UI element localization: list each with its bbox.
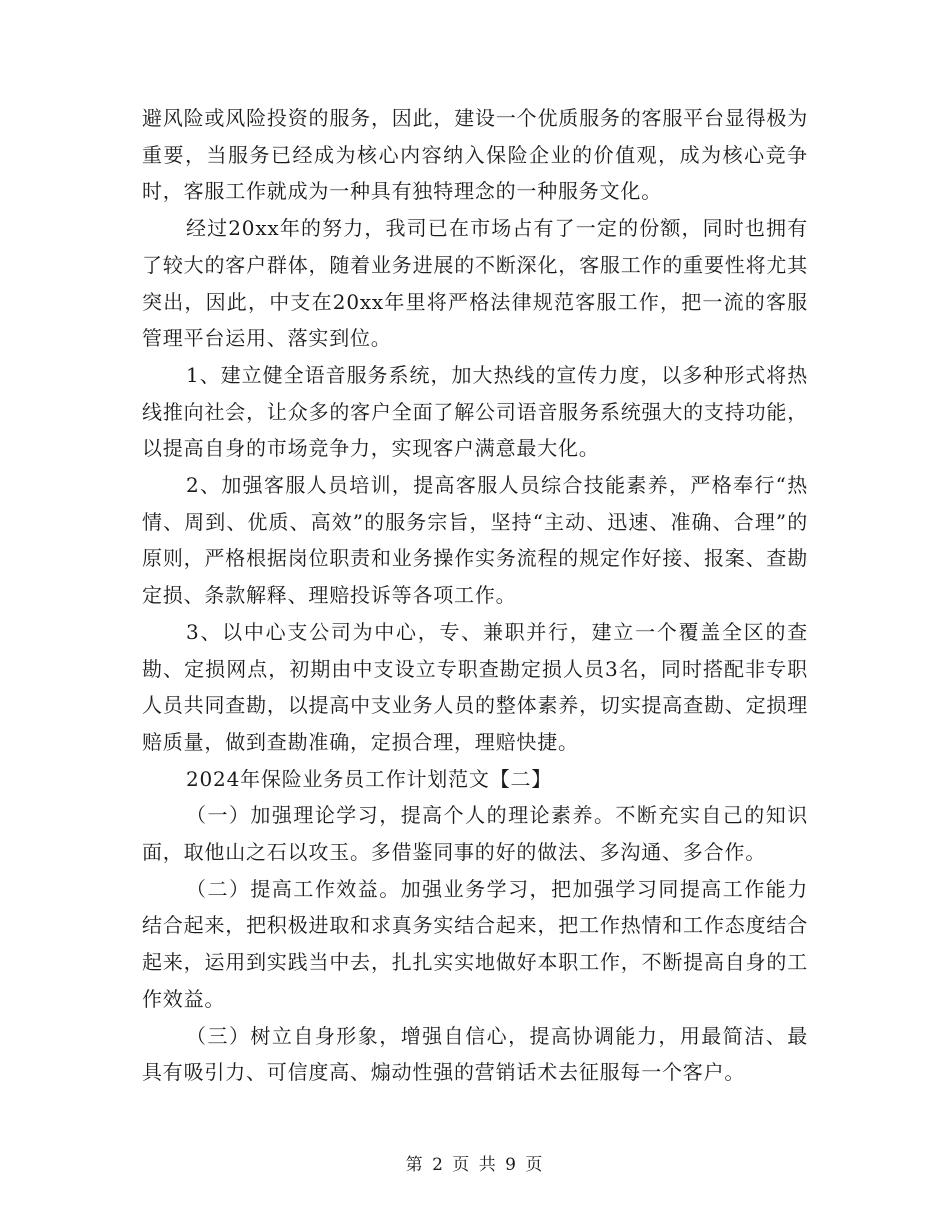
section-heading: 2024年保险业务员工作计划范文【二】: [186, 766, 553, 791]
paragraph-item-3-survey-network: 3、以中心支公司为中心，专、兼职并行，建立一个覆盖全区的查勘、定损网点，初期由中支设立专职查勘定损人员3名，同时搭配非专职人员共同查勘，以提高中支业务人员的整体素养，切实提高查勘、定损理赔质量，做到查勘准确，定损合理，理赔快捷。: [142, 619, 808, 754]
paragraph-intro-continued: 避风险或风险投资的服务，因此，建设一个优质服务的客服平台显得极为重要，当服务已经成为核心内容纳入保险企业的价值观，成为核心竞争时，客服工作就成为一种具有独特理念的一种服务文化。: [142, 106, 808, 204]
page-number-footer: 第 2 页 共 9 页: [405, 1155, 545, 1175]
paragraph-section-item-3: （三）树立自身形象，增强自信心，提高协调能力，用最简洁、最具有吸引力、可信度高、煽动性强的营销话术去征服每一个客户。: [142, 1023, 808, 1085]
paragraph-item-2-staff-training: 2、加强客服人员培训，提高客服人员综合技能素养，严格奉行“热情、周到、优质、高效”的服务宗旨，坚持“主动、迅速、准确、合理”的原则，严格根据岗位职责和业务操作实务流程的规定作好接、报案、查勘定损、条款解释、理赔投诉等各项工作。: [142, 473, 808, 608]
paragraph-section-item-2: （二）提高工作效益。加强业务学习，把加强学习同提高工作能力结合起来，把积极进取和求真务实结合起来，把工作热情和工作态度结合起来，运用到实践当中去，扎扎实实地做好本职工作，不断提高自身的工作效益。: [142, 876, 808, 1011]
paragraph-section-item-1: （一）加强理论学习，提高个人的理论素养。不断充实自己的知识面，取他山之石以攻玉。多借鉴同事的好的做法、多沟通、多合作。: [142, 803, 808, 865]
paragraph-market-share: 经过20xx年的努力，我司已在市场占有了一定的份额，同时也拥有了较大的客户群体，随着业务进展的不断深化，客服工作的重要性将尤其突出，因此，中支在20xx年里将严格法律规范客服工作，把一流的客服管理平台运用、落实到位。: [142, 216, 808, 351]
paragraph-item-1-voice-service: 1、建立健全语音服务系统，加大热线的宣传力度，以多种形式将热线推向社会，让众多的客户全面了解公司语音服务系统强大的支持功能，以提高自身的市场竞争力，实现客户满意最大化。: [142, 362, 808, 461]
document-body: [142, 100, 808, 1091]
